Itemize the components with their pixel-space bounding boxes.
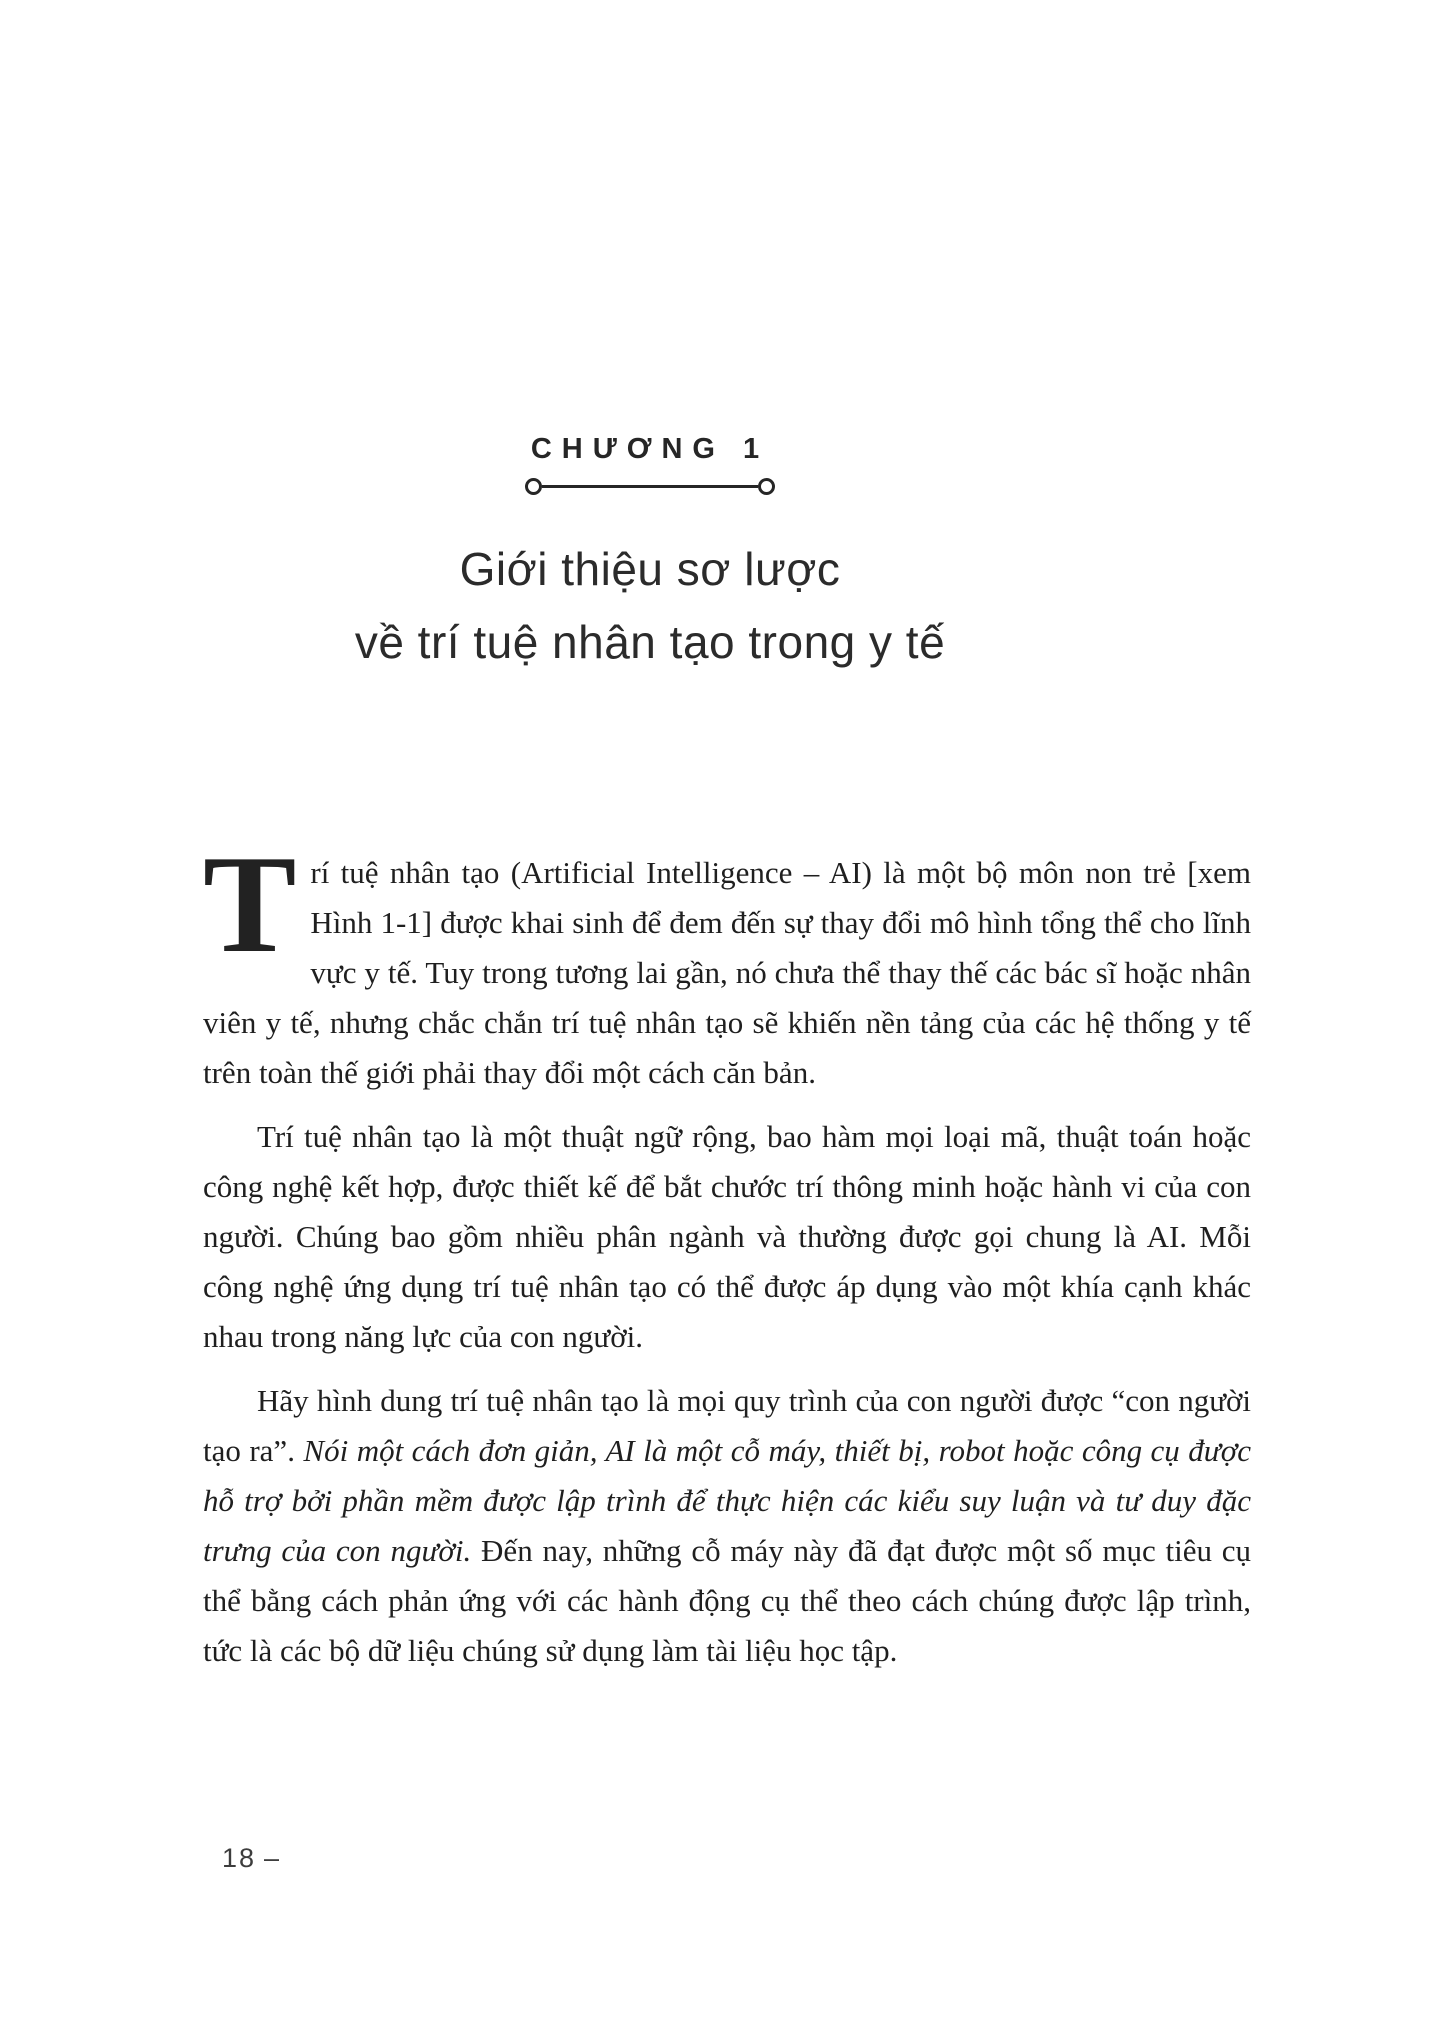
page-footer — [222, 1843, 281, 1874]
chapter-kicker: CHƯƠNG 1 — [530, 433, 770, 465]
page-number: 18 — [222, 1843, 257, 1873]
paragraph-3-normal-end: Đến nay, những cỗ máy này đã đạt được một số mục tiêu cụ thể bằng cách phản ứng với các hành động cụ thể theo cách chúng được lập trình, tức là các bộ dữ liệu chúng sử dụng làm tài liệu học tập. — [203, 1533, 1252, 1668]
body-text-column — [203, 827, 1252, 1690]
paragraph-1 — [203, 827, 1251, 1098]
paragraph-3-italic: Nói một cách đơn giản, AI là một cỗ máy, thiết bị, robot hoặc công cụ được hỗ trợ bởi phần mềm được lập trình để thực hiện các kiểu suy luận và tư duy đặc trưng của con người. — [203, 1433, 1251, 1568]
rule-circle-right-icon — [758, 478, 775, 495]
paragraph-1-text: rí tuệ nhân tạo (Artificial Intelligence – AI) là một bộ môn non trẻ [xem Hình 1-1] được khai sinh để đem đến sự thay đổi mô hình tổng thể cho lĩnh vực y tế. Tuy trong tương lai gần, nó chưa thể thay thế các bác sĩ hoặc nhân viên y tế, nhưng chắc chắn trí tuệ nhân tạo sẽ khiến nền tảng của các hệ thống y tế trên toàn thế giới phải thay đổi một cách căn bản. — [203, 855, 1251, 1090]
paragraph-2: Trí tuệ nhân tạo là một thuật ngữ rộng, bao hàm mọi loại mã, thuật toán hoặc công nghệ kết hợp, được thiết kế để bắt chước trí thông minh hoặc hành vi của con người. Chúng bao gồm nhiều phân ngành và thường được gọi chung là AI. Mỗi công nghệ ứng dụng trí tuệ nhân tạo có thể được áp dụng vào một khía cạnh khác nhau trong năng lực của con người. — [203, 1119, 1251, 1354]
chapter-rule-ornament — [525, 478, 775, 495]
chapter-header — [0, 433, 1300, 679]
rule-line — [542, 485, 758, 488]
rule-circle-left-icon — [525, 478, 542, 495]
chapter-title-line2: về trí tuệ nhân tạo trong y tế — [354, 616, 946, 668]
chapter-title-line1: Giới thiệu sơ lược — [459, 543, 841, 595]
paragraph-3-normal-start: Hãy hình dung trí tuệ nhân tạo là mọi quy trình của con người được “con người tạo ra”. — [203, 1383, 1251, 1468]
dropcap-letter: T — [203, 827, 297, 982]
footer-dash: – — [264, 1843, 282, 1873]
paragraph-3 — [203, 1376, 1251, 1676]
chapter-title — [0, 533, 1300, 679]
